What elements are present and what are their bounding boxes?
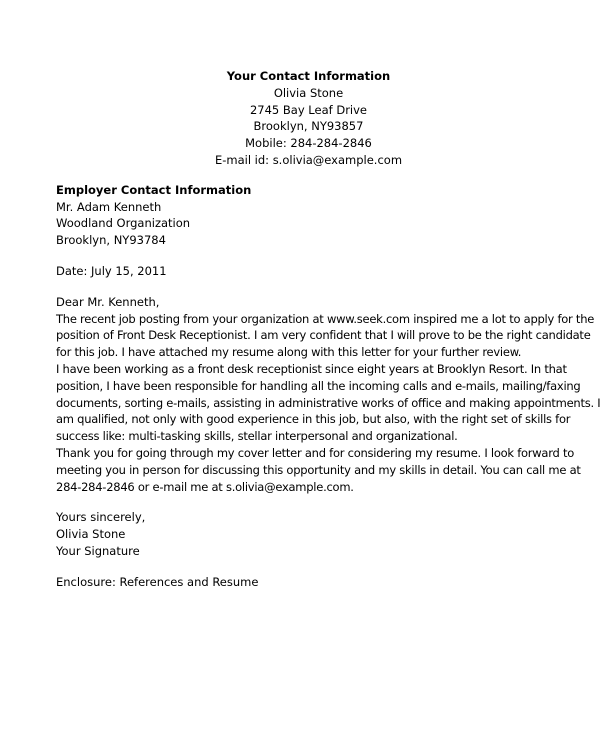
employer-heading: Employer Contact Information — [56, 182, 252, 197]
valediction: Yours sincerely, — [56, 510, 146, 525]
closing-name: Olivia Stone — [56, 527, 126, 542]
paragraph-line: position, I have been responsible for handling all the incoming calls and e-mails, mailing/faxing — [56, 378, 581, 393]
paragraph-line: documents, sorting e-mails, assisting in administrative works of office and making appointments. I — [56, 395, 600, 410]
enclosure — [56, 574, 566, 591]
sender-contact-block — [56, 68, 561, 169]
paragraph-line: Thank you for going through my cover letter and for considering my resume. I look forward to — [56, 445, 575, 460]
paragraph-line: for this job. I have attached my resume along with this letter for your further review. — [56, 345, 522, 360]
closing-block — [56, 509, 566, 559]
paragraph-line: success like: multi-tasking skills, stellar interpersonal and organizational. — [56, 429, 458, 444]
salutation — [56, 294, 566, 311]
paragraph-line: position of Front Desk Receptionist. I am very confident that I will prove to be the right candidate — [56, 328, 591, 343]
enclosure-text: Enclosure: References and Resume — [56, 574, 259, 589]
employer-organization: Woodland Organization — [56, 216, 191, 231]
sender-email: E-mail id: s.olivia@example.com — [214, 152, 403, 167]
sender-name: Olivia Stone — [273, 85, 344, 100]
paragraph-line: 284-284-2846 or e-mail me at s.olivia@example.com. — [56, 479, 354, 494]
sender-mobile: Mobile: 284-284-2846 — [245, 136, 372, 151]
employer-contact-block — [56, 182, 566, 249]
body-paragraph-3 — [56, 445, 581, 495]
paragraph-line: am qualified, not only with good experience in this job, but also, with the right set of skills for — [56, 412, 571, 427]
date-text: Date: July 15, 2011 — [56, 263, 167, 278]
sender-street: 2745 Bay Leaf Drive — [249, 102, 367, 117]
sender-city: Brooklyn, NY93857 — [253, 119, 364, 134]
paragraph-line: I have been working as a front desk receptionist since eight years at Brooklyn Resort. In that — [56, 361, 567, 376]
salutation-text: Dear Mr. Kenneth, — [56, 294, 160, 309]
employer-name: Mr. Adam Kenneth — [56, 199, 162, 214]
signature-placeholder: Your Signature — [56, 543, 140, 558]
body-paragraph-2 — [56, 361, 600, 445]
body-paragraph-1 — [56, 311, 595, 361]
paragraph-line: The recent job posting from your organization at www.seek.com inspired me a lot to apply for the — [56, 311, 595, 326]
employer-city: Brooklyn, NY93784 — [56, 233, 166, 248]
cover-letter-page — [56, 68, 600, 591]
letter-date — [56, 263, 566, 280]
paragraph-line: meeting you in person for discussing this opportunity and my skills in detail. You can call me at — [56, 462, 581, 477]
sender-heading: Your Contact Information — [226, 69, 391, 83]
